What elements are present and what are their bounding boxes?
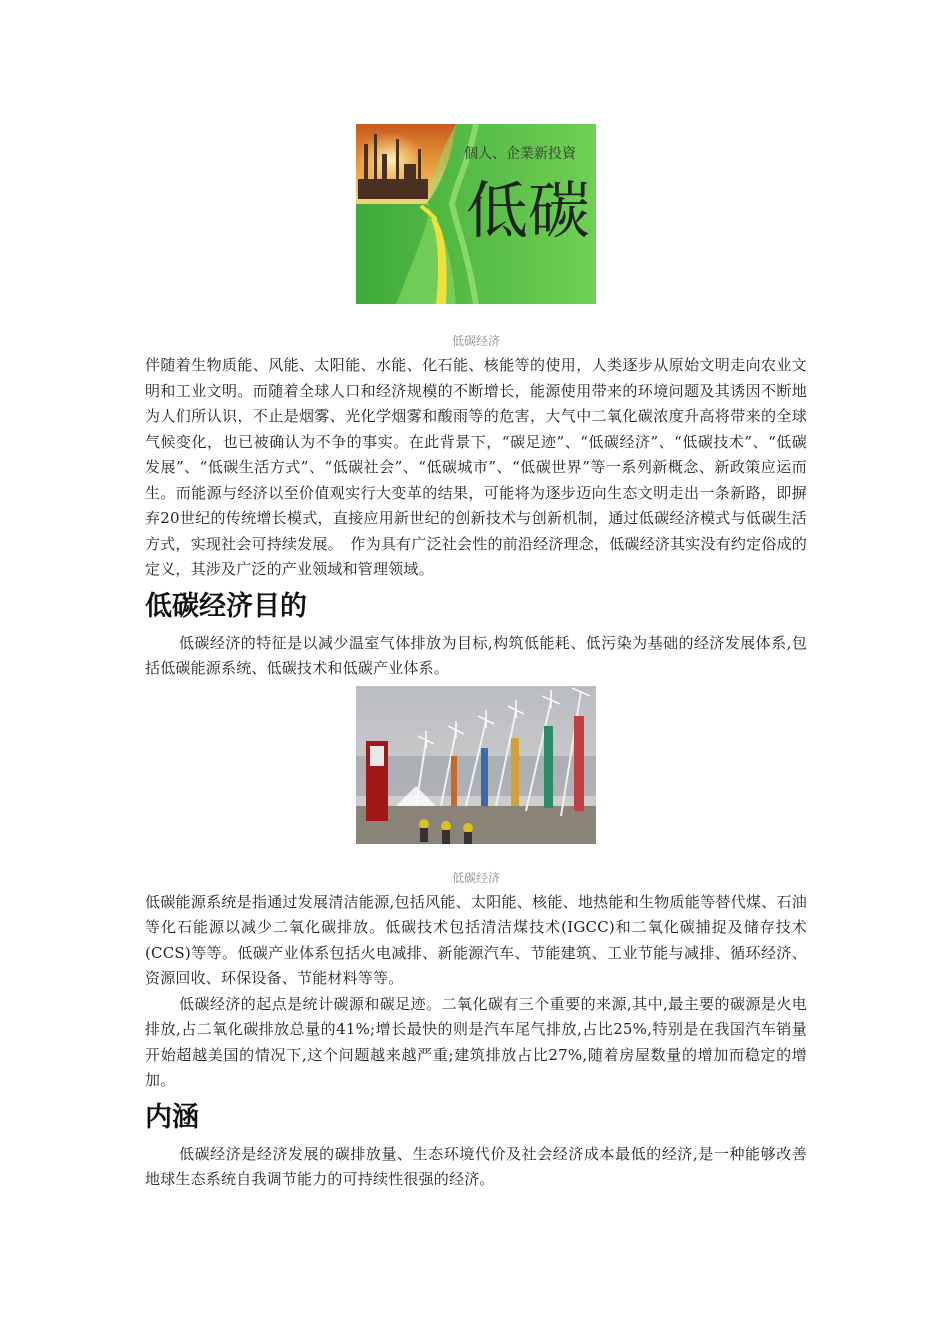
wind-turbine-photo (356, 686, 596, 844)
figure-caption: 低碳经济 (451, 334, 500, 348)
carbon-source-paragraph: 低碳经济的起点是统计碳源和碳足迹。二氧化碳有三个重要的来源,其中,最主要的碳源是火电排放,占二氧化碳排放总量的41%;增长最快的则是汽车尾气排放,占比25%,特别是在我国汽车销量开始超越美国的情况下,这个问题越来越严重;建筑排放占比27%,随着房屋数量的增加而稳定的增加。 (145, 994, 807, 1089)
wind-turbine-street-image (356, 686, 596, 844)
intro-paragraph: 伴随着生物质能、风能、太阳能、水能、化石能、核能等的使用，人类逐步从原始文明走向农业文明和工业文明。而随着全球人口和经济规模的不断增长，能源使用带来的环境问题及其诱因不断地为人们所认识，不止是烟雾、光化学烟雾和酸雨等的危害，大气中二氧化碳浓度升高将带来的全球气候变化，也已被确认为不争的事实。在此背景下，“碳足迹”、“低碳经济”、“低碳技术”、“低碳发展”、“低碳生活方式”、“低碳社会”、“低碳城市”、“低碳世界”等一系列新概念、新政策应运而生。而能源与经济以至价值观实行大变革的结果，可能将为逐步迈向生态文明走出一条新路，即摒弃20世纪的传统增长模式，直接应用新世纪的创新技术与创新机制，通过低碳经济模式与低碳生活方式，实现社会可持续发展。 作为具有广泛社会性的前沿经济理念，低碳经济其实没有约定俗成的定义，其涉及广泛的产业领域和管理领域。 (145, 356, 807, 578)
figure-caption: 低碳经济 (451, 870, 500, 885)
hourglass-illustration (356, 124, 596, 304)
document-body (145, 124, 807, 1193)
connotation-paragraph: 低碳经济是经济发展的碳排放量、生态环境代价及社会经济成本最低的经济,是一种能够改善地球生态系统自我调节能力的可持续性很强的经济。 (145, 1144, 807, 1188)
overlay-text-investment: 個人、企業新投資 (464, 146, 576, 162)
overlay-text-low-carbon: 低碳 (466, 174, 591, 247)
purpose-paragraph: 低碳经济的特征是以减少温室气体排放为目标,构筑低能耗、低污染为基础的经济发展体系,包括低碳能源系统、低碳技术和低碳产业体系。 (145, 633, 807, 677)
energy-system-paragraph: 低碳能源系统是指通过发展清洁能源,包括风能、太阳能、核能、地热能和生物质能等替代煤、石油等化石能源以减少二氧化碳排放。低碳技术包括清洁煤技术(IGCC)和二氧化碳捕捉及储存技术(CCS)等等。低碳产业体系包括火电减排、新能源汽车、节能建筑、工业节能与减排、循环经济、资源回收、环保设备、节能材料等等。 (145, 892, 807, 987)
low-carbon-hourglass-image (356, 124, 596, 304)
section-heading-connotation: 内涵 (145, 1101, 199, 1133)
section-heading-purpose: 低碳经济目的 (145, 590, 307, 622)
